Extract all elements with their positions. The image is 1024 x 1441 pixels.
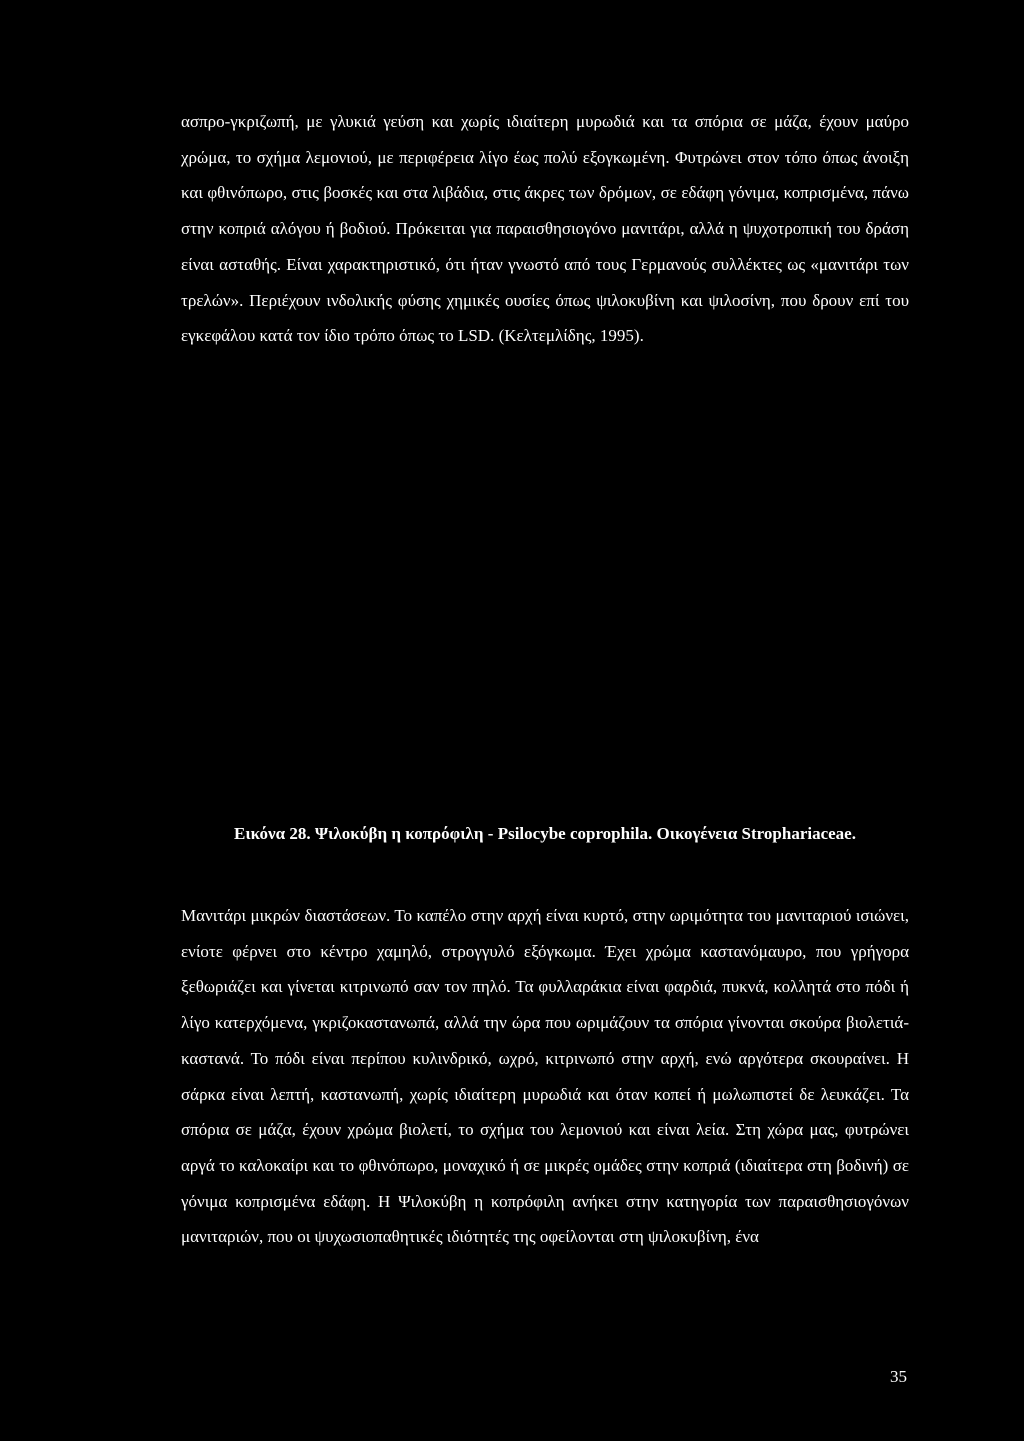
paragraph-top: ασπρο-γκριζωπή, με γλυκιά γεύση και χωρίς ιδιαίτερη μυρωδιά και τα σπόρια σε μάζα, έχουν μαύρο χρώμα, το σχήμα λεμονιού, με περιφέρεια λίγο έως πολύ εξογκωμένη. Φυτρώνει στον τόπο όπως άνοιξη και φθινόπωρο, στις βοσκές και στα λιβάδια, στις άκρες των δρόμων, σε εδάφη γόνιμα, κοπρισμένα, πάνω στην κοπριά αλόγου ή βοδιού. Πρόκειται για παραισθησιογόνο μανιτάρι, αλλά η ψυχοτροπική του δράση είναι ασταθής. Είναι χαρακτηριστικό, ότι ήταν γνωστό από τους Γερμανούς συλλέκτες ως «μανιτάρι των τρελών». Περιέχουν ινδολικής φύσης χημικές ουσίες όπως ψιλοκυβίνη και ψιλοσίνη, που δρουν επί του εγκεφάλου κατά τον ίδιο τρόπο όπως το LSD. (Κελτεμλίδης, 1995). [181,112,909,346]
page-number: 35 [890,1367,907,1386]
paragraph-bottom: Μανιτάρι μικρών διαστάσεων. Το καπέλο στην αρχή είναι κυρτό, στην ωριμότητα του μανιταριού ισιώνει, ενίοτε φέρνει στο κέντρο χαμηλό, στρογγυλό εξόγκωμα. Έχει χρώμα καστανόμαυρο, που γρήγορα ξεθωριάζει και γίνεται κιτρινωπό σαν τον πηλό. Τα φυλλαράκια είναι φαρδιά, πυκνά, κολλητά στο πόδι ή λίγο κατερχόμενα, γκριζοκαστανωπά, αλλά την ώρα που ωριμάζουν τα σπόρια γίνονται σκούρα βιολετιά-καστανά. Το πόδι είναι περίπου κυλινδρικό, ωχρό, κιτρινωπό στην αρχή, ενώ αργότερα σκουραίνει. Η σάρκα είναι λεπτή, καστανωπή, χωρίς ιδιαίτερη μυρωδιά και όταν κοπεί ή μωλωπιστεί δε λευκάζει. Τα σπόρια σε μάζα, έχουν χρώμα βιολετί, το σχήμα του λεμονιού και είναι λεία. Στη χώρα μας, φυτρώνει αργά το καλοκαίρι και το φθινόπωρο, μοναχικό ή σε μικρές ομάδες στην κοπριά (ιδιαίτερα στη βοδινή) σε γόνιμα κοπρισμένα εδάφη. Η Ψιλοκύβη η κοπρόφιλη ανήκει στην κατηγορία των παραισθησιογόνων μανιταριών, που οι ψυχωσιοπαθητικές ιδιότητές της οφείλονται στη ψιλοκυβίνη, ένα [181,906,909,1247]
figure-caption: Εικόνα 28. Ψιλοκύβη η κοπρόφιλη - Psilocybe coprophila. Οικογένεια Strophariaceae. [234,824,856,843]
